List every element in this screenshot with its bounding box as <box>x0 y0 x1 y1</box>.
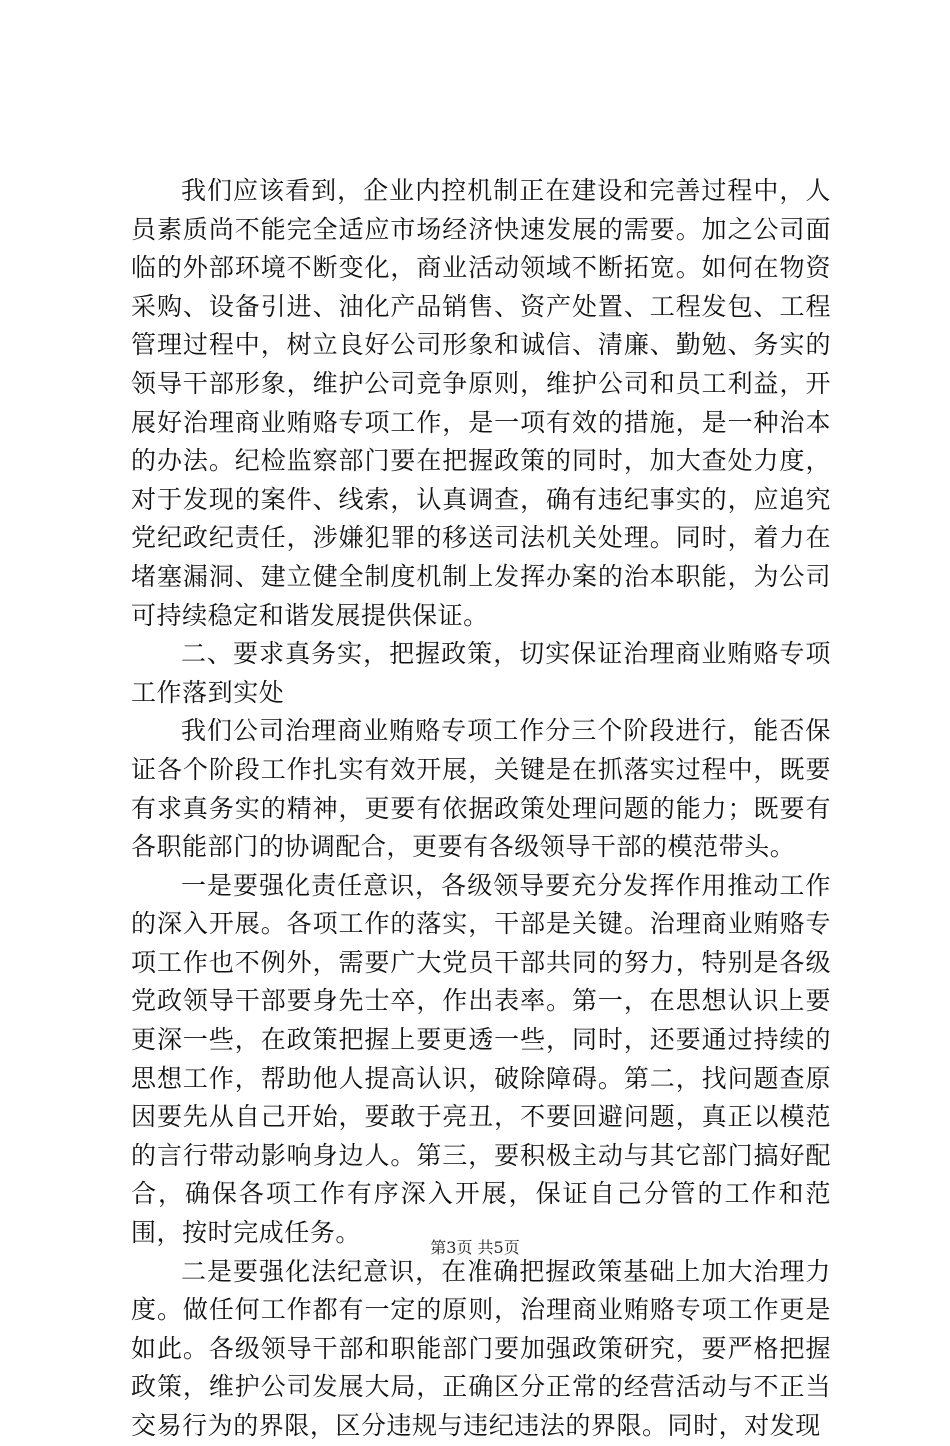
paragraph-1: 我们应该看到，企业内控机制正在建设和完善过程中，人员素质尚不能完全适应市场经济快速发展的需要。加之公司面临的外部环境不断变化，商业活动领域不断拓宽。如何在物资采购、设备引进、油化产品销售、资产处置、工程发包、工程管理过程中，树立良好公司形象和诚信、清廉、勤勉、务实的领导干部形象，维护公司竞争原则，维护公司和员工利益，开展好治理商业贿赂专项工作，是一项有效的措施，是一种治本的办法。纪检监察部门要在把握政策的同时，加大查处力度，对于发现的案件、线索，认真调查，确有违纪事实的，应追究党纪政纪责任，涉嫌犯罪的移送司法机关处理。同时，着力在堵塞漏洞、建立健全制度机制上发挥办案的治本职能，为公司可持续稳定和谐发展提供保证。 <box>131 176 831 630</box>
paragraph-4: 二是要强化法纪意识，在准确把握政策基础上加大治理力度。做任何工作都有一定的原则，治理商业贿赂专项工作更是如此。各级领导干部和职能部门要加强政策研究，要严格把握政策，维护公司发展大局，正确区分正常的经营活动与不正当交易行为的界限，区分违规与违纪违法的界限。同时，对发现 <box>131 1256 831 1440</box>
page-number-footer: 第3页 共5页 <box>430 1238 520 1257</box>
paragraph-3: 一是要强化责任意识，各级领导要充分发挥作用推动工作的深入开展。各项工作的落实，干部是关键。治理商业贿赂专项工作也不例外，需要广大党员干部共同的努力，特别是各级党政领导干部要身先士卒，作出表率。第一，在思想认识上要更深一些，在政策把握上要更透一些，同时，还要通过持续的思想工作，帮助他人提高认识，破除障碍。第二，找问题查原因要先从自己开始，要敢于亮丑，不要回避问题，真正以模范的言行带动影响身边人。第三，要积极主动与其它部门搞好配合，确保各项工作有序深入开展，保证自己分管的工作和范围，按时完成任务。 <box>131 870 831 1248</box>
section-heading: 二、要求真务实，把握政策，切实保证治理商业贿赂专项工作落到实处 <box>131 639 831 707</box>
paragraph-2: 我们公司治理商业贿赂专项工作分三个阶段进行，能否保证各个阶段工作扎实有效开展，关键是在抓落实过程中，既要有求真务实的精神，更要有依据政策处理问题的能力；既要有各职能部门的协调配合，更要有各级领导干部的模范带头。 <box>131 716 831 862</box>
